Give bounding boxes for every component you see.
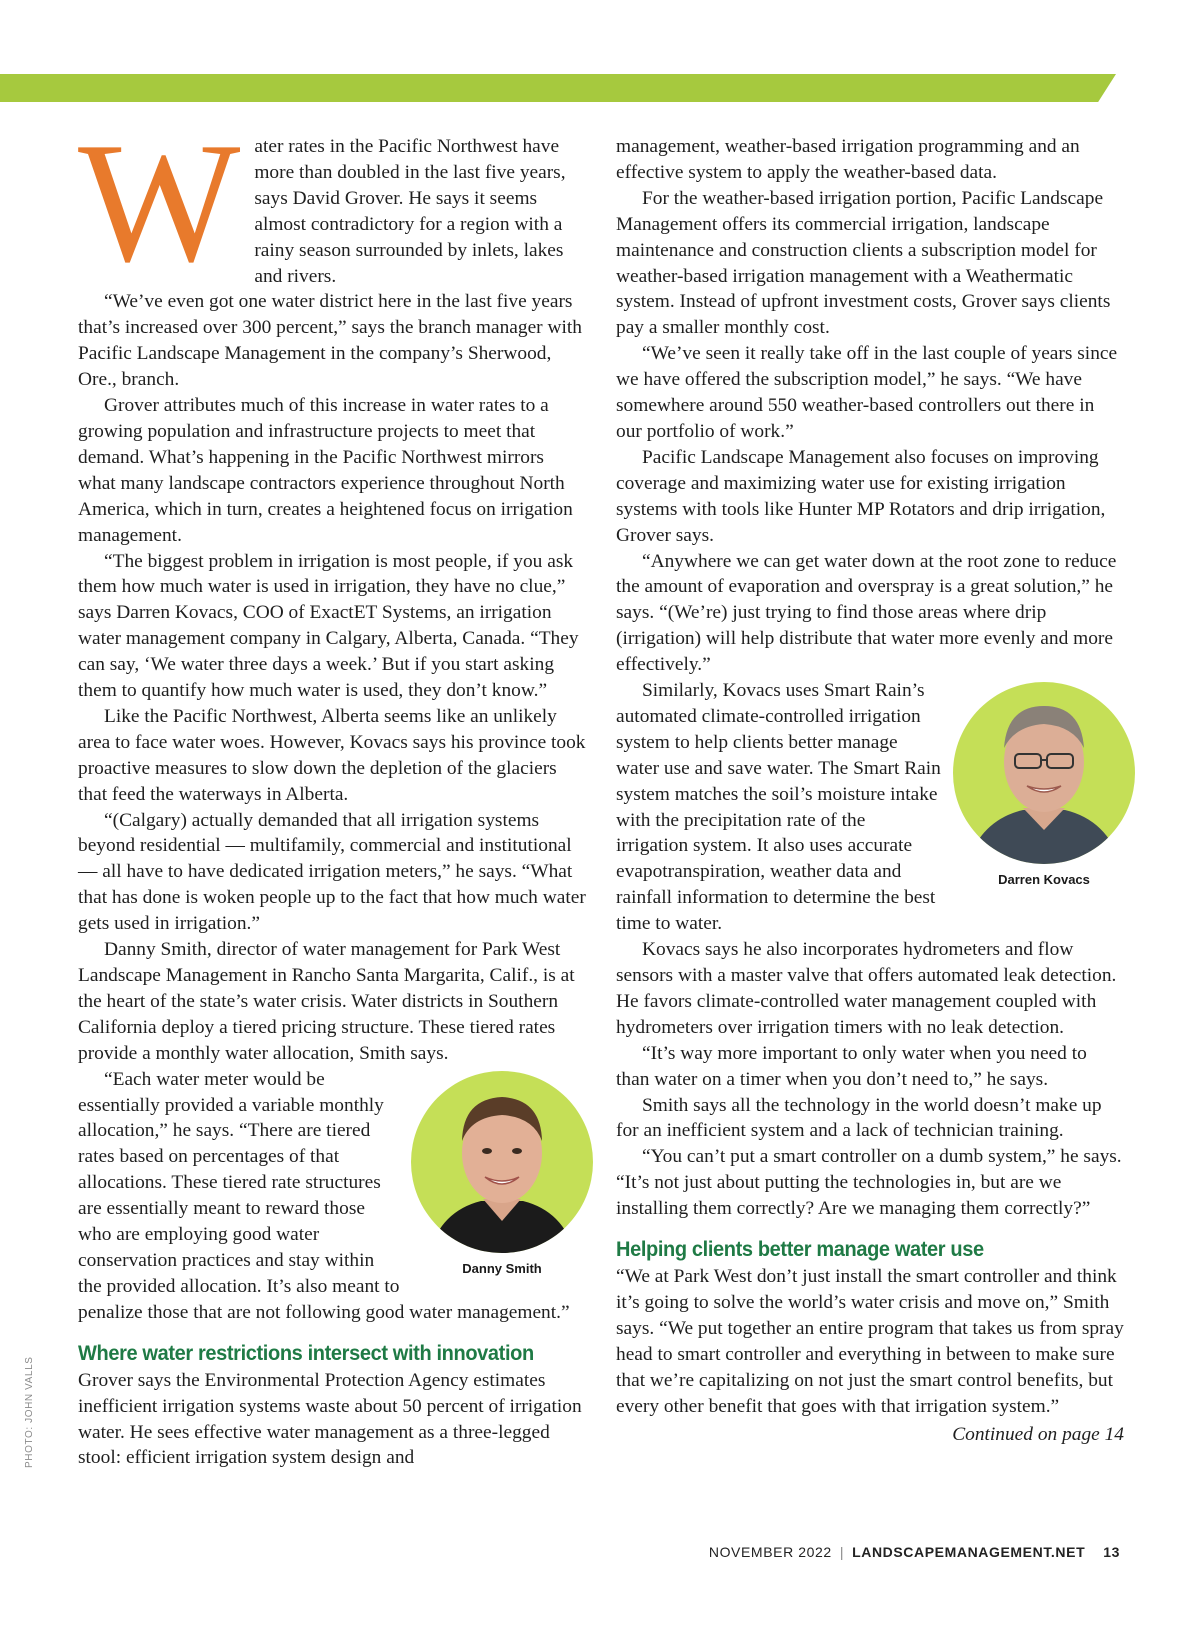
darren-kovacs-caption: Darren Kovacs [998, 872, 1090, 888]
paragraph: “The biggest problem in irrigation is most people, if you ask them how much water is used in irrigation, they have no clue,” says Darren Kovacs, COO of ExactET Systems, an irrigation water management company in Calgary, Alberta, Canada. “They can say, ‘We water three days a week.’ But if you start asking them to quantify how much water is used, they don’t know.” [78, 550, 579, 702]
paragraph: Smith says all the technology in the world doesn’t make up for an inefficient system and a lack of technician training. [616, 1094, 1102, 1142]
photo-credit: PHOTO: JOHN VALLS [24, 1356, 35, 1468]
paragraph: “We’ve even got one water district here in the last five years that’s increased over 300 percent,” says the branch manager with Pacific Landscape Management in the company’s Sherwood, Ore., branch. [78, 291, 582, 391]
paragraph: Kovacs says he also incorporates hydrometers and flow sensors with a master valve that offers automated leak detection. He favors climate-controlled water management coupled with hydrometers over irrigation timers with no leak detection. [616, 939, 1117, 1038]
paragraph: “You can’t put a smart controller on a dumb system,” he says. “It’s not just about putting the technologies in, but are we installing them correctly? Are we managing them correctly?” [616, 1146, 1122, 1220]
darren-portrait-icon [953, 682, 1135, 864]
danny-portrait-icon [411, 1071, 593, 1253]
paragraph: “Each water meter would be essentially provided a variable monthly allocation,” he says. “There are tiered rates based on percentages of that allocations. These tiered rate structures are essentially meant to reward those who are employing good water conservation practices and stay within the provided allocation. It’s also meant to penalize those that are not following good water management.” [78, 1068, 570, 1323]
paragraph: Like the Pacific Northwest, Alberta seems like an unlikely area to face water woes. However, Kovacs says his province took proactive measures to slow down the depletion of the glaciers that feed the waterways in Alberta. [78, 705, 586, 805]
continued-note: Continued on page 14 [952, 1423, 1124, 1445]
paragraph: Grover says the Environmental Protection Agency estimates inefficient irrigation systems waste about 50 percent of irrigation water. He sees effective water management as a three-legged stool: efficient irrigation system design and [78, 1369, 582, 1469]
portrait-image [411, 1071, 593, 1253]
paragraph: “Anywhere we can get water down at the root zone to reduce the amount of evaporation and overspray is a great solution,” he says. “(We’re) just trying to find those areas where drip (irrigation) will help distribute that water more evenly and more effectively.” [616, 550, 1117, 676]
paragraph: “(Calgary) actually demanded that all irrigation systems beyond residential — multifamily, commercial and institutional — all have to have dedicated irrigation meters,” he says. “What that has done is woken people up to the fact that how much water gets used in irrigation.” [78, 809, 586, 935]
paragraph: “We’ve seen it really take off in the last couple of years since we have offered the subscription model,” he says. “We have somewhere around 550 weather-based controllers out there in our portfolio of work.” [616, 343, 1118, 442]
paragraph: Similarly, Kovacs uses Smart Rain’s automated climate-controlled irrigation system to help clients better manage water use and save water. The Smart Rain system matches the soil’s moisture intake with the precipitation rate of the irrigation system. It also uses accurate evapotranspiration, weather data and rainfall information to determine the best time to water. [616, 680, 941, 935]
site-link[interactable]: LANDSCAPEMANAGEMENT.NET [852, 1544, 1086, 1560]
intro-paragraph [78, 108, 586, 298]
section-heading: Helping clients better manage water use [616, 1237, 984, 1262]
paragraph: management, weather-based irrigation programming and an effective system to apply the weather-based data. [616, 136, 1080, 183]
right-column [616, 134, 1124, 1447]
paragraph: “We at Park West don’t just install the smart controller and think it’s going to solve the world’s water crisis and move on,” Smith says. “We put together an entire program that takes us from spray head to smart controller and everything in between to make sure that we’re capitalizing on not just the smart control benefits, but every other benefit that goes with that irrigation system.” [616, 1266, 1124, 1417]
page-number: 13 [1103, 1544, 1120, 1560]
paragraph: Grover attributes much of this increase in water rates to a growing population and infrastructure projects to meet that demand. What’s happening in the Pacific Northwest mirrors what many landscape contractors experience throughout North America, which in turn, creates a heightened focus on irrigation management. [78, 395, 573, 546]
footer-separator: | [839, 1544, 845, 1560]
danny-smith-caption: Danny Smith [462, 1260, 542, 1276]
left-column [78, 108, 586, 1471]
danny-smith-photo [410, 1071, 594, 1277]
darren-kovacs-photo [952, 682, 1136, 888]
portrait-image [953, 682, 1135, 864]
paragraph: “It’s way more important to only water when you need to than water on a timer when you don’t need to,” he says. [616, 1042, 1087, 1090]
page-footer [709, 1544, 1120, 1560]
intro-text: ater rates in the Pacific Northwest have more than doubled in the last five years, says David Grover. He says it seems almost contradictory for a region with a rainy season surrounded by inlets, lakes and rivers. [254, 136, 566, 287]
paragraph: For the weather-based irrigation portion, Pacific Landscape Management offers its commercial irrigation, landscape maintenance and construction clients a subscription model for weather-based irrigation management with a Weathermatic system. Instead of upfront investment costs, Grover says clients pay a smaller monthly cost. [616, 187, 1111, 339]
section-heading: Where water restrictions intersect with innovation [78, 1340, 534, 1365]
paragraph: Pacific Landscape Management also focuses on improving coverage and maximizing water use for existing irrigation systems with tools like Hunter MP Rotators and drip irrigation, Grover says. [616, 446, 1106, 546]
issue-date: NOVEMBER 2022 [708, 1544, 832, 1560]
accent-band [0, 74, 1116, 102]
paragraph: Danny Smith, director of water management for Park West Landscape Management in Rancho Santa Margarita, Calif., is at the heart of the state’s water crisis. Water districts in Southern California deploy a tiered pricing structure. These tiered rates provide a monthly water allocation, Smith says. [78, 939, 575, 1064]
drop-cap: W [78, 108, 241, 298]
